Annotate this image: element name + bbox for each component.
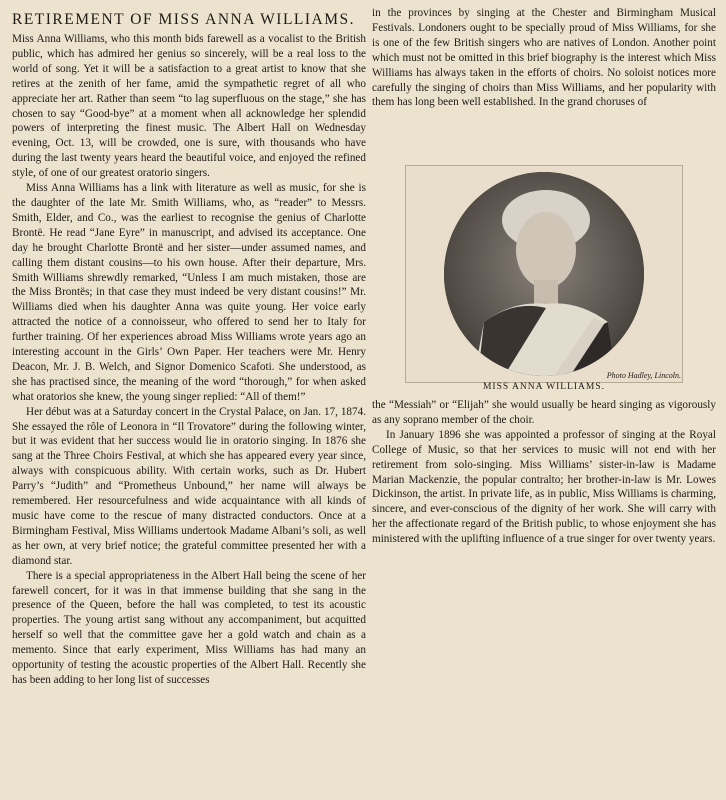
right-column-top — [372, 0, 716, 110]
paragraph-1: Miss Anna Williams, who this month bids farewell as a vocalist to the British public, which has admired her genius so sincerely, will be a real loss to the world of song. Yet it will be a satisfaction to a great artist to know that she retires at the zenith of her fame, amid the sympathetic regret of all who appreciate her art. Rather than seem “to lag superfluous on the stage,” she has chosen to say “Good-bye” at a moment when all acknowledge her splendid powers of interpreting the finest music. The Albert Hall on Wednesday evening, Oct. 13, will be crowded, one is sure, with thousands who have during the last twenty years heard the beautiful voice, and enjoyed the refined style, of one of our greatest oratorio singers. — [12, 33, 366, 180]
paragraph-2: Miss Anna Williams has a link with literature as well as music, for she is the daughter of the late Mr. Smith Williams, who, as “reader” to Messrs. Smith, Elder, and Co., was the earliest to recognise the genius of Charlotte Brontë. He read “Jane Eyre” in manuscript, and advised its acceptance. One day he brought Charlotte Brontë and her sister—under assumed names, and calling them distant cousins—to his own house. After their departure, Mrs. Smith Williams shrewdly remarked, “Unless I am much mistaken, those are the Miss Brontës; in that case they must indeed be very distant cousins!” Mr. Williams died when his daughter Anna was quite young. Her voice early attracted the notice of a connoisseur, who offered to send her to Italy for further training. Of her experiences abroad Miss Williams wrote years ago an interesting account in the Girls’ Own Paper. Her teachers were Mr. Henry Deacon, Mr. J. B. Welch, and Signor Domenico Scafoti. She understood, as she has practised since, the meaning of the word “thorough,” for when asked what oratorios she knew, the young singer replied: “All of them!” — [12, 182, 366, 403]
photo-caption: MISS ANNA WILLIAMS. — [482, 382, 605, 392]
left-column — [12, 0, 366, 688]
paragraph-messiah: the “Messiah” or “Elijah” she would usually be heard singing as vigorously as any soprano member of the choir. — [372, 399, 716, 426]
paragraph-professor: In January 1896 she was appointed a professor of singing at the Royal College of Music, so that her services to music will not end with her retirement from solo-singing. Miss Williams’ sister-in-law is Madame Marian Mackenzie, the popular contralto; her brother-in-law is Mr. Lowes Dickinson, the artist. In private life, as in public, Miss Williams is charming, sincere, and ever-conscious of the dignity of her work. She will carry with her the affectionate regard of the British public, to whose enjoyment she has ministered with the uplifting influence of a true singer for over twenty years. — [372, 428, 716, 546]
paragraph-continued: in the provinces by singing at the Chester and Birmingham Musical Festivals. Londoners ought to be specially proud of Miss Williams, for she is one of the few British singers who are natives of London. Another point which must not be omitted in this brief biography is the interest which Miss Williams has always taken in the efforts of choirs. No soloist notices more carefully the singing of choirs than Miss Williams, and her popularity with them has long been well established. In the grand choruses of — [372, 7, 716, 109]
portrait-illustration — [444, 172, 644, 376]
article-title: RETIREMENT OF MISS ANNA WILLIAMS. — [12, 11, 356, 28]
portrait-oval — [444, 172, 644, 376]
paragraph-4: There is a special appropriateness in the Albert Hall being the scene of her farewell concert, for it was in that immense building that she sang in the presence of the Queen, before the hall was completed, to test its acoustic properties. The young artist sang without any accompaniment, but acquitted herself so well that the committee gave her a gold watch and chain as a memento. Since that early experiment, Miss Williams has had many an opportunity of testing the acoustic properties of the Albert Hall. Recently she has been adding to her long list of successes — [12, 569, 366, 686]
photo-credit: Photo Hadley, Lincoln. — [606, 371, 681, 380]
right-column-bottom — [372, 398, 716, 547]
portrait-photo — [405, 165, 683, 383]
paragraph-3: Her début was at a Saturday concert in the Crystal Palace, on Jan. 17, 1874. She essayed the rôle of Leonora in “Il Trovatore” during the following winter, but it was evident that her success would lie in oratorio singing. In 1876 she sang at the Three Choirs Festival, at which she has appeared every year since, always with conspicuous ability. With certain works, such as Dr. Hubert Parry’s “Judith” and “Prometheus Unbound,” her name will always be remembered. Her resourcefulness and wide acquaintance with all kinds of music have come to the rescue of many distracted conductors. Once at a Birmingham Festival, Miss Williams undertook Madame Albani’s soli, as well as her own, at very brief notice; the grateful committee presented her with a diamond star. — [12, 405, 366, 567]
